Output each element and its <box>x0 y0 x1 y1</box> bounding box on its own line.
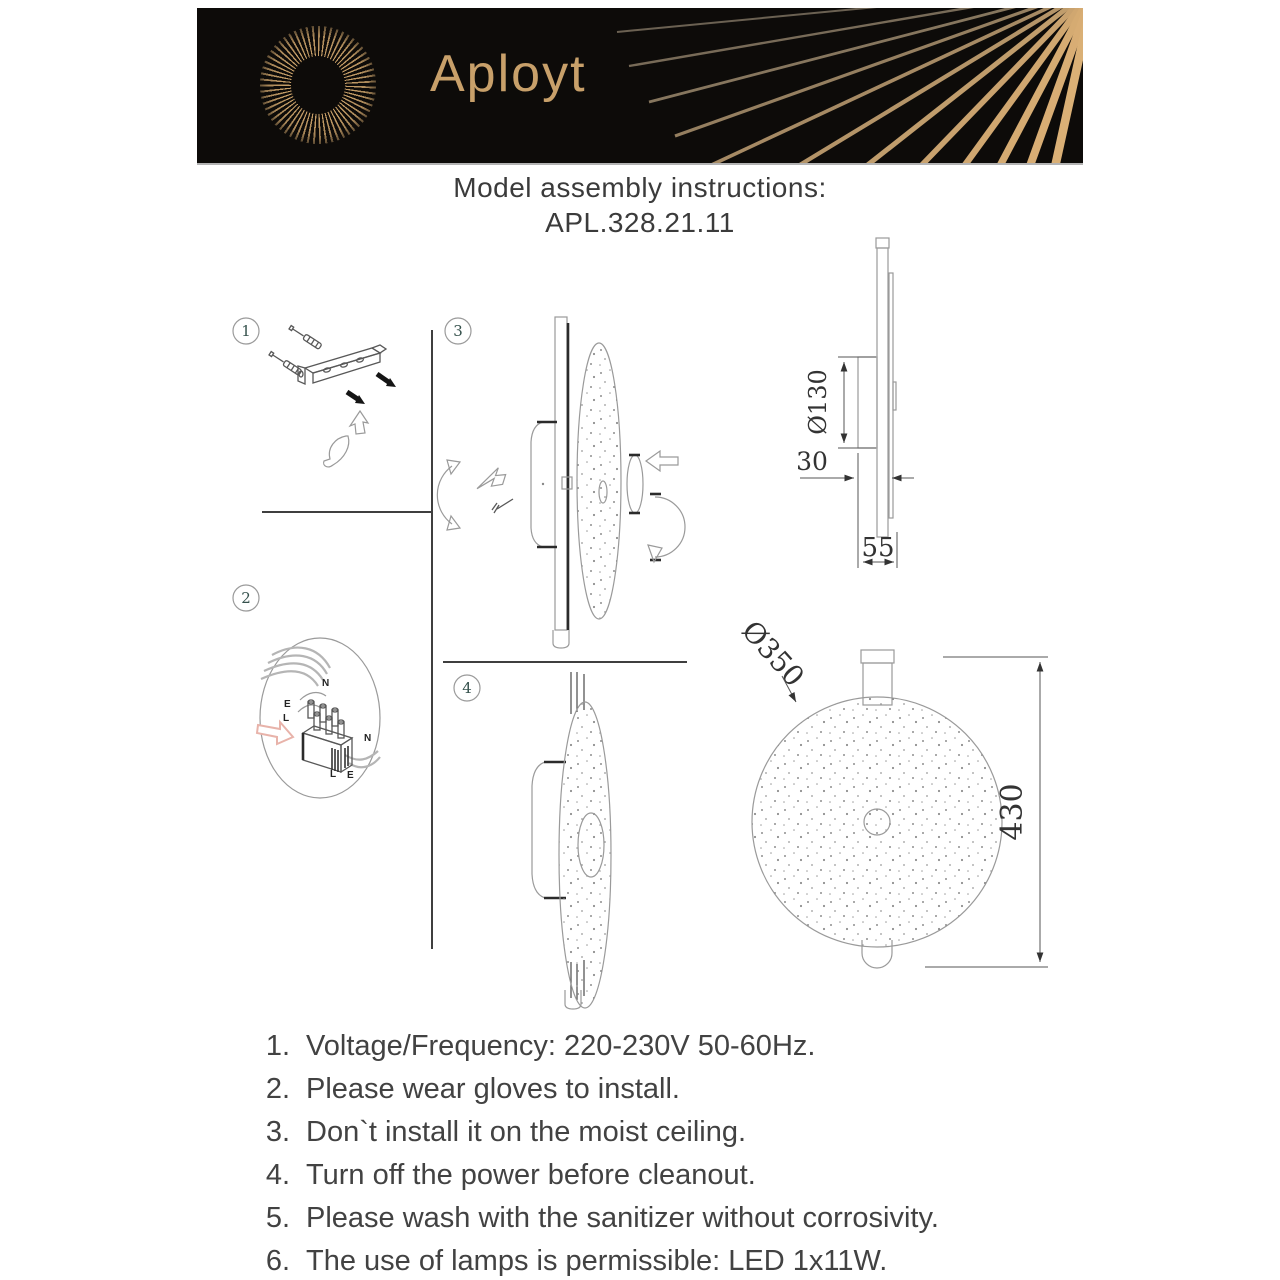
section-dividers <box>262 330 687 949</box>
instruction-list <box>248 1030 1068 1280</box>
wire-label-l-left: L <box>283 713 290 724</box>
step-2-number: 2 <box>241 589 251 607</box>
dim-driver-diameter: Ø130 <box>804 369 832 435</box>
dim-total-height: 430 <box>995 783 1030 841</box>
list-item-text: Turn off the power before cleanout. <box>306 1159 756 1191</box>
step-3-drawing <box>437 317 685 648</box>
list-item <box>248 1030 1068 1073</box>
list-item-text: Please wash with the sanitizer without corrosivity. <box>306 1202 939 1234</box>
step-4-number: 4 <box>462 679 472 697</box>
list-item-number: 1. <box>265 1030 290 1062</box>
brand-name: Aployt <box>430 45 587 103</box>
brand-banner <box>197 8 1083 165</box>
list-item <box>248 1116 1068 1159</box>
list-item-number: 4. <box>265 1159 290 1191</box>
list-item-number: 3. <box>265 1116 290 1148</box>
list-item <box>248 1202 1068 1245</box>
list-item-number: 5. <box>265 1202 290 1234</box>
side-view-drawing <box>796 238 914 568</box>
dim-offset-depth: 30 <box>796 447 828 476</box>
list-item <box>248 1073 1068 1116</box>
wire-label-l-bottom: L <box>330 769 337 780</box>
step-1-drawing <box>268 325 396 467</box>
sunburst-logo-icon <box>260 26 376 144</box>
list-item-number: 2. <box>265 1073 290 1105</box>
step-1-number: 1 <box>241 322 251 340</box>
list-item-number: 6. <box>265 1245 290 1277</box>
step-2-drawing <box>257 638 380 798</box>
model-number: APL.328.21.11 <box>545 207 735 238</box>
wire-label-n-top: N <box>322 678 330 689</box>
step-4-drawing <box>532 672 611 1009</box>
assembly-diagrams <box>190 232 1090 1015</box>
front-view-drawing <box>735 614 1048 968</box>
list-item <box>248 1159 1068 1202</box>
step-badges <box>233 318 480 701</box>
step-3-number: 3 <box>453 322 463 340</box>
list-item <box>248 1245 1068 1280</box>
page-title: Model assembly instructions: <box>453 172 827 203</box>
list-item-text: The use of lamps is permissible: LED 1x11W. <box>306 1245 888 1277</box>
dim-total-depth: 55 <box>861 533 895 563</box>
list-item-text: Voltage/Frequency: 220-230V 50-60Hz. <box>306 1030 816 1062</box>
wire-label-e-left: E <box>284 699 291 710</box>
list-item-text: Don`t install it on the moist ceiling. <box>306 1116 747 1148</box>
wire-label-e-bottom: E <box>347 770 354 781</box>
list-item-text: Please wear gloves to install. <box>306 1073 680 1105</box>
ray-fan-decoration-icon <box>523 8 1083 163</box>
dim-shade-diameter: Ø350 <box>735 614 811 694</box>
wire-label-n-right: N <box>364 733 372 744</box>
